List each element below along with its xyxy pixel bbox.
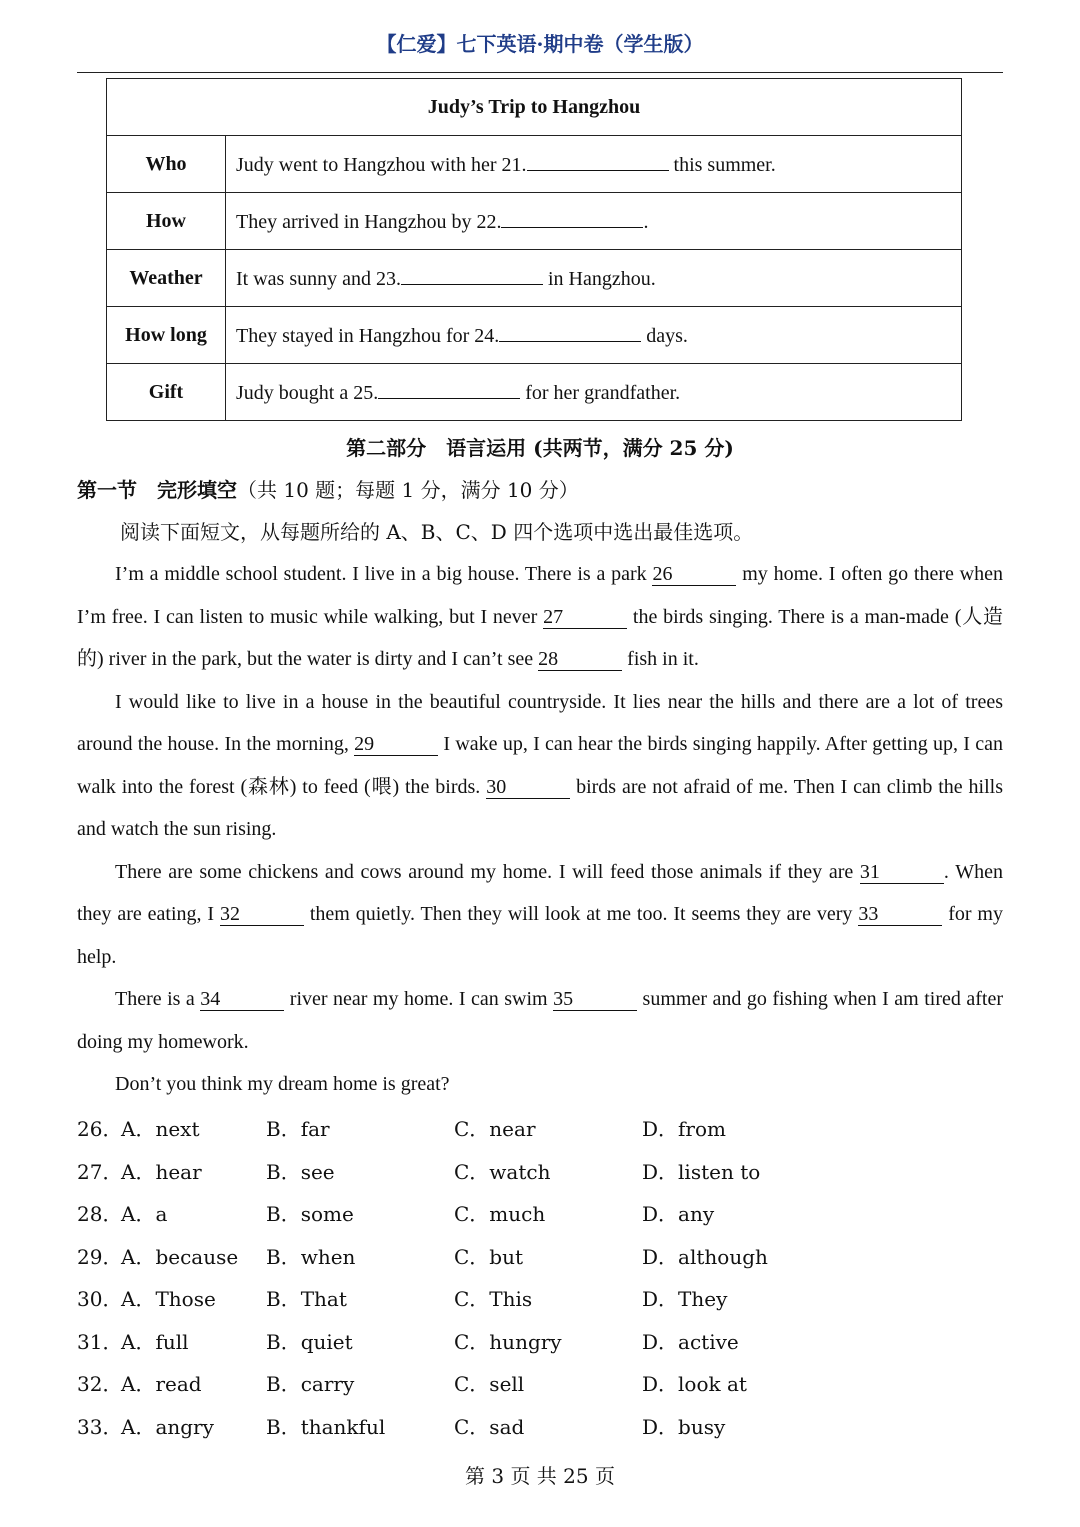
table-row [107, 307, 962, 364]
table-row [107, 250, 962, 307]
row-text-before: Judy went to Hangzhou with her 21. [236, 153, 527, 176]
row-key: Who [107, 136, 226, 193]
paragraph [77, 553, 1003, 681]
option-b[interactable]: B．quiet [266, 1329, 353, 1354]
trip-table [106, 78, 962, 421]
question-number: 29． [77, 1244, 123, 1269]
question-number: 30． [77, 1287, 123, 1311]
answer-blank-24[interactable] [499, 323, 641, 342]
option-c[interactable]: C．sad [454, 1414, 525, 1439]
text-run: summer and go fishing when I am tired after doing my homework. [77, 988, 1003, 1053]
table-row [107, 193, 962, 250]
table-row [107, 364, 962, 421]
option-b[interactable]: B．see [266, 1159, 335, 1184]
option-b[interactable]: B．thankful [266, 1414, 386, 1439]
option-d[interactable]: D．from [642, 1117, 727, 1141]
row-text-before: They arrived in Hangzhou by 22. [236, 210, 502, 233]
option-d[interactable]: D．active [642, 1329, 739, 1354]
option-b[interactable]: B．carry [266, 1372, 355, 1396]
option-b[interactable]: B．far [266, 1117, 330, 1141]
row-text-before: Judy bought a 25. [236, 381, 379, 404]
part-title: 第二部分 语言运用 (共两节，满分 25 分) [346, 436, 734, 460]
row-text-after: . [643, 210, 649, 233]
question-number: 28． [77, 1202, 123, 1226]
cloze-gap-35[interactable]: 35 [553, 988, 637, 1011]
row-key: Gift [107, 364, 226, 421]
option-a[interactable]: A．a [121, 1202, 168, 1226]
text-run: I’m a middle school student. I live in a big house. There is a park [115, 563, 653, 585]
row-key: Weather [107, 250, 226, 307]
cloze-gap-34[interactable]: 34 [200, 988, 284, 1011]
option-d[interactable]: D．although [642, 1244, 768, 1269]
paragraph: Don’t you think my dream home is great? [115, 1073, 450, 1095]
option-d[interactable]: D．listen to [642, 1159, 761, 1184]
question-number: 32． [77, 1372, 123, 1396]
text-run: There is a [115, 988, 201, 1010]
option-d[interactable]: D．look at [642, 1372, 747, 1396]
option-c[interactable]: C．hungry [454, 1329, 562, 1354]
text-run: birds are not afraid of me. Then I can climb the hills and watch the sun rising. [77, 775, 1003, 840]
row-value [226, 193, 962, 250]
cloze-gap-30[interactable]: 30 [486, 776, 570, 799]
cloze-passage [77, 553, 1003, 1106]
cloze-gap-29[interactable]: 29 [354, 733, 438, 756]
text-run: my home. I often go there when I’m free. I can listen to music while walking, but I never [77, 563, 1003, 628]
option-b[interactable]: B．That [266, 1287, 347, 1311]
text-run: I wake up, I can hear the birds singing happily. After getting up, I can walk into the forest (森林) to feed (喂) the birds. [77, 733, 1003, 798]
row-value [226, 307, 962, 364]
row-text-after: for her grandfather. [520, 381, 681, 404]
row-text-after: days. [641, 324, 688, 347]
option-b[interactable]: B．when [266, 1244, 356, 1269]
option-a[interactable]: A．read [121, 1372, 202, 1396]
row-text-before: They stayed in Hangzhou for 24. [236, 324, 500, 347]
paragraph [77, 978, 1003, 1063]
row-text-after: this summer. [668, 153, 776, 176]
page-header: 【仁爱】七下英语·期中卷（学生版） [376, 32, 704, 56]
cloze-gap-28[interactable]: 28 [538, 648, 622, 671]
question-number: 31． [77, 1329, 123, 1354]
paragraph [77, 681, 1003, 851]
option-a[interactable]: A．because [121, 1244, 239, 1269]
text-run: fish in it. [622, 648, 699, 670]
text-run: There are some chickens and cows around my home. I will feed those animals if they are [115, 860, 860, 883]
table-row [107, 136, 962, 193]
row-text-before: It was sunny and 23. [236, 267, 401, 290]
option-c[interactable]: C．near [454, 1117, 536, 1141]
text-run: I would like to live in a house in the beautiful countryside. It lies near the hills and there are a lot of trees around the house. In the morning, [77, 690, 1003, 755]
row-value [226, 364, 962, 421]
section-note: （共 10 题；每题 1 分，满分 10 分） [237, 478, 579, 502]
row-value [226, 136, 962, 193]
cloze-gap-27[interactable]: 27 [543, 606, 627, 629]
cloze-gap-32[interactable]: 32 [220, 903, 304, 926]
row-text-after: in Hangzhou. [542, 267, 656, 290]
option-d[interactable]: D．busy [642, 1414, 726, 1439]
instruction: 阅读下面短文，从每题所给的 A、B、C、D 四个选项中选出最佳选项。 [120, 520, 754, 544]
page-footer: 第 3 页 共 25 页 [465, 1464, 615, 1488]
table-title-row [107, 79, 962, 136]
answer-blank-23[interactable] [401, 266, 543, 285]
option-c[interactable]: C．but [454, 1244, 524, 1269]
answer-blank-21[interactable] [527, 152, 669, 171]
option-b[interactable]: B．some [266, 1202, 354, 1226]
row-value [226, 250, 962, 307]
cloze-gap-31[interactable]: 31 [860, 861, 944, 884]
text-run: for my help. [77, 903, 1003, 968]
answer-blank-22[interactable] [501, 209, 643, 228]
option-d[interactable]: D．any [642, 1202, 715, 1226]
section-label: 第一节 完形填空 [77, 478, 237, 502]
option-a[interactable]: A．next [121, 1117, 200, 1141]
option-d[interactable]: D．They [642, 1287, 728, 1311]
section-heading [77, 474, 579, 503]
question-number: 33． [77, 1414, 123, 1439]
option-a[interactable]: A．angry [121, 1414, 214, 1439]
answer-blank-25[interactable] [378, 380, 520, 399]
row-key: How long [107, 307, 226, 364]
option-c[interactable]: C．much [454, 1202, 546, 1226]
text-run: . When they are eating, I [77, 860, 1003, 925]
option-c[interactable]: C．This [454, 1287, 533, 1311]
option-c[interactable]: C．watch [454, 1159, 551, 1184]
row-key: How [107, 193, 226, 250]
cloze-gap-33[interactable]: 33 [858, 903, 942, 926]
option-a[interactable]: A．Those [121, 1287, 216, 1311]
header-divider [77, 72, 1003, 73]
paragraph [77, 851, 1003, 979]
question-number: 27． [77, 1159, 123, 1184]
table-title: Judy’s Trip to Hangzhou [107, 79, 962, 136]
text-run: river near my home. I can swim [284, 988, 554, 1010]
cloze-gap-26[interactable]: 26 [652, 563, 736, 586]
question-number: 26． [77, 1117, 123, 1141]
option-c[interactable]: C．sell [454, 1372, 525, 1396]
option-a[interactable]: A．hear [121, 1159, 202, 1184]
text-run: them quietly. Then they will look at me too. It seems they are very [303, 903, 859, 925]
option-a[interactable]: A．full [121, 1329, 189, 1354]
text-run: the birds singing. There is a man-made (人造的) river in the park, but the water is dirty and I can’t see [77, 605, 1003, 670]
